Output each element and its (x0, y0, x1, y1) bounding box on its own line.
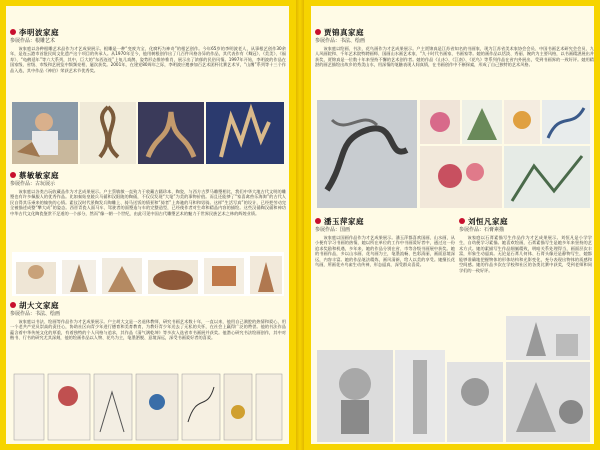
bullet-icon (10, 302, 16, 308)
section-body: 该家庭以国画作品作为才艺成果展示。潘玉萍都喜欢国画、山水画，从小便有学习书画的热情，她以所在单位的工作中书画爱好者中，通过这一份追求奖励和机遇，多年来，她的作品分别在省、市等各级书画展中获奖。她的书画作品，多以山水画、花鸟画为主，笔墨流畅、色彩清丽，画面意境深远，内容丰富。她的作品笔法精炼，画风清新，给人以美的享受。她擅长花鸟画，所画花卉鸟雀生动传神，形态逼真，深受群众喜爱。 (315, 234, 455, 268)
bullet-icon (10, 29, 16, 35)
section-category: 参展作品：国画 (315, 227, 351, 233)
section-title: 潘玉萍家庭 (324, 216, 364, 226)
bullet-icon (315, 29, 321, 35)
section-title: 李明波家庭 (19, 27, 59, 37)
section-body: 该家庭以绘画、书法、花鸟画作为才艺成果展示。户主贾锦真是江苏省知名的书画家，现为江苏省美术家协会会员、中国书画艺术研究会会员、九人风画院和、千年艺术院特聘画师、国画山水画艺术家、“九十时代书画家、书画家等。她的画作品以恬淡、秀丽、婉约为主要风格，以书画精湛展出并获奖，贾锦真是一位数十年来坚持不懈的艺术创作者。她的作品《山水》、《江南》、《花鸟》等系列作品在省内外展出，受到书画界的一致好评。她用精湛的画艺描绘出故乡的秀美山水，用深情的笔触表现人间真情，在书画创作中不断探索，形成了自己独特的艺术风格。 (315, 45, 594, 68)
photo-painting-2 (462, 100, 502, 144)
section-title: 刘恒凡家庭 (468, 216, 508, 226)
section-category: 参展作品：根雕艺术 (10, 38, 56, 44)
section-body: 该家庭以书法、绘画等作品作为才艺成果展示。户主胡大文是一名退休教师，研究书画艺术数十年，一直以来，他用自己满腔的热情和爱心，用一个老共产党员崇高的责任心，协助社区向青少年进行德育和美育教育，为教好青少年送去了无私的关怀，在社会上赢得广泛的赞誉。他的书法作品蕴含着中华传统文化的厚重，有着独特的个人风格与追求，其作品《清气满乾坤》等多次入选省市书画展并获奖。他潜心研究书法绘画创作，其中对楷书、行书的研究尤其深刻，他的绘画作品以人物、花鸟为主，笔墨洒脱、意境深远，深受书画爱好者的喜爱。 (10, 318, 286, 341)
bullet-icon (10, 172, 16, 178)
photo-sketch-5 (506, 362, 590, 442)
photo-dragon-painting (317, 100, 417, 208)
photo-calligraphy-paintings (12, 372, 284, 442)
section-liu (459, 216, 592, 315)
photo-antique-figurines (12, 252, 284, 296)
photo-root-carving-1 (80, 102, 136, 164)
section-li (10, 27, 286, 96)
section-hu (10, 300, 286, 369)
photo-root-carving-3 (206, 102, 284, 164)
photo-sketch-3 (395, 350, 445, 442)
section-category: 参展作品：石膏素描 (459, 227, 505, 233)
section-cai (10, 170, 286, 245)
photo-painting-1 (420, 100, 460, 144)
photo-painting-6 (504, 146, 590, 208)
photo-root-carving-2 (138, 102, 204, 164)
section-category: 参展作品：书法、绘画 (315, 38, 366, 44)
section-pan (315, 216, 455, 347)
section-body: 该家庭以各种根雕艺术品作为才艺成果展示。根雕是一种“变废为宝、化腐朽为神奇”的根艺创作。今年65岁的李明波老人，从事根艺创作30余年，是连云港市首批民间文化遗产这个项目的传承人。从1970年至今，他用树根创作出了几百件风格各异的作品，其代表作有《舞冠》、《美美》、《福寿》、“龟鹤延年”等六大系列，其中，巨大的“东西连连”上龟儿戏鹊，姿势形态惟妙惟肖，展示出了浓郁的民俗风情。1997年开始，李明波的作品在国家级、省级、市级和艺展览中频频亮相，屡次获奖。2001年，在建党80周年之际，李明波应邀参加百艺术团杯比赛艺术节，“山鹰”系列等十三个作品入选，其中作品《神伯》荣获艺术节优秀奖。 (10, 45, 286, 73)
bullet-icon (315, 218, 321, 224)
photo-sketch-4 (447, 362, 503, 442)
section-title: 胡大文家庭 (19, 300, 59, 310)
photo-painting-4 (542, 100, 590, 144)
photo-sketch-1 (506, 316, 590, 360)
section-jia (315, 27, 594, 91)
bullet-icon (459, 218, 465, 224)
section-title: 贾锦真家庭 (324, 27, 364, 37)
photo-woodcarver (12, 102, 78, 164)
section-category: 参展作品：古玩展示 (10, 181, 56, 187)
section-body: 该家庭以各类古玩收藏品作为才艺成果展示。户主蔡敏敏一直致力于收藏古籍珍本、陶瓷，与西方古罗马雕塑相比，我们中华大地古代文明的雕塑也有许多佩服人的优秀作品。比如秦始皇陵兵马俑和汉阳陵的陶俑，不仅仅发现“大笔”为美的事物价值。而且还能够了“家喜禽兽乐海淘”的古代人民自得其乐乘来的愉快的心情。素仪汉时代景陶发兵陶雕上、骑马送饭的情景和“骑者”上奔驰的马和和男骑。这样“生活写真”的设计，已经把劳动完全被描述成整“攀大成”的姿态。西晋青瓷人面马车、驾驶者的面塑造与车的完整造型，已经使作者对生命和精品内容的描绘。这些汉俑陶汉俑和神功中华古代文化陶瓷鉴赏不足道的一个部分，然而“像一朝一个世纪，由此可见中国古代雕塑艺术的魅力于世界民族艺术之林的辉煌业绩。 (10, 188, 286, 216)
section-title: 蔡敏敏家庭 (19, 170, 59, 180)
section-body: 该家庭以石膏素描写生作品作为才艺成果展示。刘恒凡是小学学生，自幼便学习素描。她喜欢绘画，石膏素描写生是她多年来坚持的艺术方式。她的素描写生作品细腻精致，明暗关系处理得当，画面层次丰富，形象生动逼真。无论是石膏几何体、石膏头像还是静物写生，她都能够准确地把握物体的形体结构和光影变化，充分表现出物体的质感和空间感。她的作品多次在学校和社区的各类比赛中获奖，受到老师和同学们的一致好评。 (459, 234, 592, 274)
photo-sketch-2 (317, 350, 393, 442)
photo-painting-5 (420, 146, 502, 208)
photo-painting-3 (504, 100, 540, 144)
page-fold (296, 0, 304, 450)
section-category: 参展作品：书法、绘画 (10, 311, 61, 317)
